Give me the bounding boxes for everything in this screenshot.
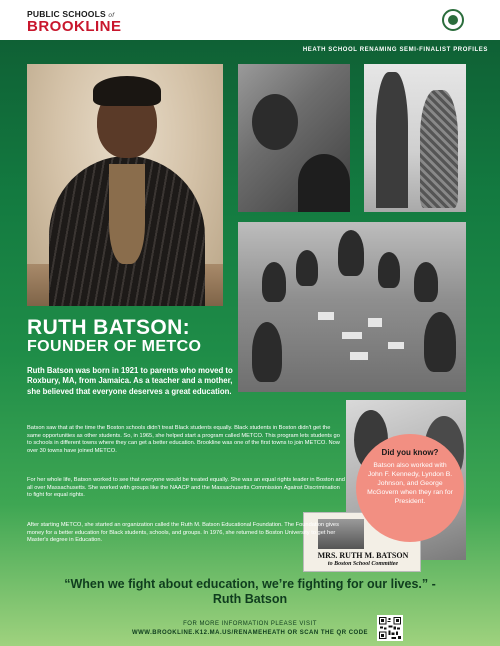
photo-figure xyxy=(338,230,364,276)
did-you-know-callout xyxy=(356,434,464,542)
campaign-card-subtitle: to Boston School Committee xyxy=(327,561,399,567)
qr-code-icon[interactable] xyxy=(377,615,403,641)
photo-block xyxy=(388,342,404,349)
photo-figure xyxy=(378,252,400,288)
profiles-label: HEATH SCHOOL RENAMING SEMI-FINALIST PROFILES xyxy=(302,47,488,53)
campaign-card-name: MRS. RUTH M. BATSON xyxy=(317,551,409,560)
body-paragraph: After starting METCO, she started an organization called the Ruth M. Batson Educational Foundation. The Foundation gives money for a better education for Black students, schools, and groups. In 1976, she returned to Boston University to get her Master's degree in Education. xyxy=(27,522,339,544)
portrait-photo xyxy=(27,64,223,306)
photo-block xyxy=(318,312,334,320)
photo-block xyxy=(342,332,362,339)
photo-figure xyxy=(296,250,318,286)
logo-of: of xyxy=(108,12,115,19)
photo-figure xyxy=(414,262,438,302)
quote-text: “When we fight about education, we’re fighting for our lives.” - xyxy=(64,577,436,591)
page-subtitle: FOUNDER OF METCO xyxy=(27,338,202,355)
portrait-hat xyxy=(93,76,161,106)
quote-block xyxy=(10,577,490,607)
photo-figure xyxy=(252,94,298,150)
town-seal-icon xyxy=(442,9,464,31)
photo-figure xyxy=(424,312,456,372)
photo-figure xyxy=(376,72,408,208)
photo-block xyxy=(350,352,368,360)
body-paragraph: For her whole life, Batson worked to see that everyone would be treated equally. She was an equal rights leader in Boston and all over Massachusetts. She worked with groups like the NAACP and the Massachusetts Commission Against Discrimination to fight for equal rights. xyxy=(27,477,345,499)
photo-figure xyxy=(420,90,458,208)
photo-block xyxy=(368,318,382,327)
callout-body: Batson also worked with John F. Kennedy, Lyndon B. Johnson, and George McGovern when they ran for President. xyxy=(367,462,453,505)
page-title: RUTH BATSON: xyxy=(27,316,191,339)
footer-info: FOR MORE INFORMATION PLEASE VISIT xyxy=(183,621,317,627)
portrait-scarf xyxy=(109,164,145,264)
photo-figure xyxy=(262,262,286,302)
archival-photo-speaking xyxy=(238,64,350,212)
archival-photo-classroom xyxy=(238,222,466,392)
footer-link[interactable]: WWW.BROOKLINE.K12.MA.US/RENAMEHEATH OR SCAN THE QR CODE xyxy=(131,630,369,636)
logo-public-schools: PUBLIC SCHOOLS xyxy=(27,9,106,19)
callout-title: Did you know? xyxy=(381,448,439,457)
body-paragraph: Batson saw that at the time the Boston schools didn't treat Black students equally. Black students in Boston didn't get the same opportunities as other students. So, in 1965, she helped start a program called METCO. This program lets students go to schools in different towns where they can get a better education. Brookline was one of the first towns to join METCO. Now over 30 towns have joined METCO. xyxy=(27,425,340,455)
header-bar xyxy=(0,0,500,40)
logo-brookline[interactable]: BROOKLINE xyxy=(27,18,122,35)
photo-figure xyxy=(252,322,282,382)
archival-photo-standing xyxy=(364,64,466,212)
photo-figure xyxy=(298,154,350,212)
intro-paragraph: Ruth Batson was born in 1921 to parents who moved to Roxbury, MA, from Jamaica. As a teacher and a mother, she believed that everyone deserves a great education. xyxy=(27,366,233,396)
quote-author: Ruth Batson xyxy=(212,592,288,606)
